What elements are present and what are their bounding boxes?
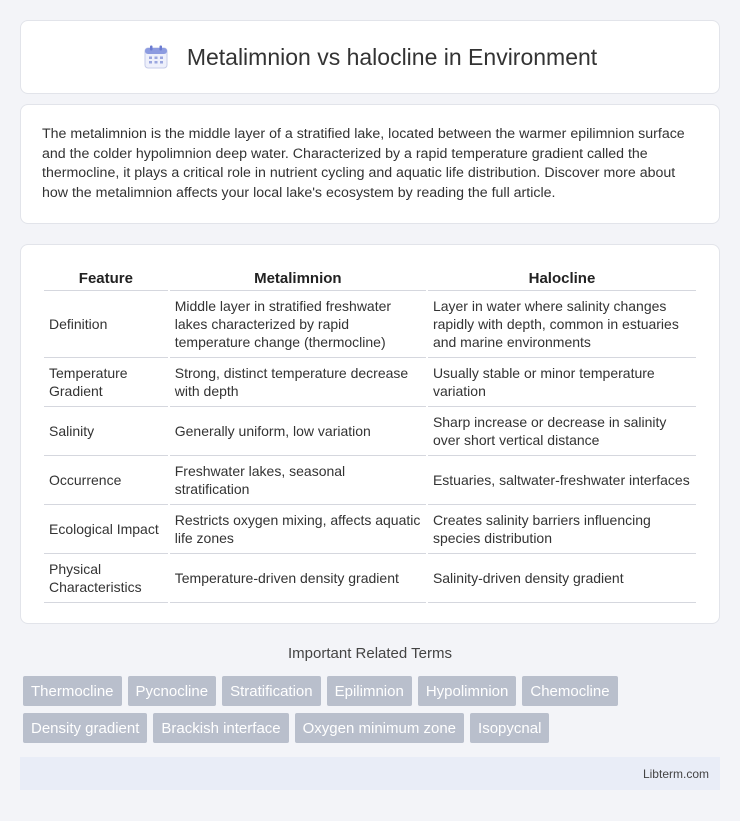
column-header: Metalimnion [170, 263, 426, 291]
tag-epilimnion[interactable]: Epilimnion [327, 676, 412, 706]
tag-oxygen-minimum-zone[interactable]: Oxygen minimum zone [295, 713, 464, 743]
table-row [44, 554, 696, 603]
tag-density-gradient[interactable]: Density gradient [23, 713, 147, 743]
table-header-row [44, 263, 696, 291]
related-terms-title: Important Related Terms [288, 645, 452, 662]
column-header: Feature [44, 263, 168, 291]
comparison-card [20, 244, 720, 624]
table-cell: Ecological Impact [44, 505, 168, 554]
table-row [44, 505, 696, 554]
table-cell: Salinity-driven density gradient [428, 554, 696, 603]
column-header: Halocline [428, 263, 696, 291]
intro-paragraph: The metalimnion is the middle layer of a stratified lake, located between the warmer epilimnion surface and the colder hypolimnion deep water. Characterized by a rapid temperature gradient called the thermocline, it plays a critical role in nutrient cycling and aquatic life distribution. Discover more about how the metalimnion affects your local lake's ecosystem by reading the full article. [42, 126, 685, 201]
intro-card [20, 104, 720, 224]
table-cell: Occurrence [44, 456, 168, 505]
table-cell: Sharp increase or decrease in salinity over short vertical distance [428, 407, 696, 456]
table-cell: Layer in water where salinity changes rapidly with depth, common in estuaries and marine environments [428, 291, 696, 358]
table-cell: Creates salinity barriers influencing species distribution [428, 505, 696, 554]
table-cell: Temperature Gradient [44, 358, 168, 407]
table-row [44, 291, 696, 358]
table-cell: Temperature-driven density gradient [170, 554, 426, 603]
table-cell: Definition [44, 291, 168, 358]
calendar-icon [143, 44, 169, 70]
tag-hypolimnion[interactable]: Hypolimnion [418, 676, 517, 706]
table-cell: Usually stable or minor temperature variation [428, 358, 696, 407]
related-terms-list [23, 676, 723, 743]
table-cell: Middle layer in stratified freshwater lakes characterized by rapid temperature change (thermocline) [170, 291, 426, 358]
tag-pycnocline[interactable]: Pycnocline [128, 676, 217, 706]
table-cell: Generally uniform, low variation [170, 407, 426, 456]
tag-thermocline[interactable]: Thermocline [23, 676, 122, 706]
table-cell: Strong, distinct temperature decrease with depth [170, 358, 426, 407]
footer [20, 757, 720, 790]
table-row [44, 358, 696, 407]
table-cell: Restricts oxygen mixing, affects aquatic life zones [170, 505, 426, 554]
tag-chemocline[interactable]: Chemocline [522, 676, 617, 706]
tag-isopycnal[interactable]: Isopycnal [470, 713, 549, 743]
table-cell: Estuaries, saltwater-freshwater interfaces [428, 456, 696, 505]
footer-site-link[interactable]: Libterm.com [642, 766, 709, 781]
table-row [44, 456, 696, 505]
table-cell: Salinity [44, 407, 168, 456]
comparison-table [42, 263, 698, 603]
table-cell: Freshwater lakes, seasonal stratification [170, 456, 426, 505]
tag-brackish-interface[interactable]: Brackish interface [153, 713, 288, 743]
header-card [20, 20, 720, 94]
table-row [44, 407, 696, 456]
tag-stratification[interactable]: Stratification [222, 676, 321, 706]
page-title: Metalimnion vs halocline in Environment [186, 43, 598, 70]
table-cell: Physical Characteristics [44, 554, 168, 603]
header [143, 44, 597, 71]
